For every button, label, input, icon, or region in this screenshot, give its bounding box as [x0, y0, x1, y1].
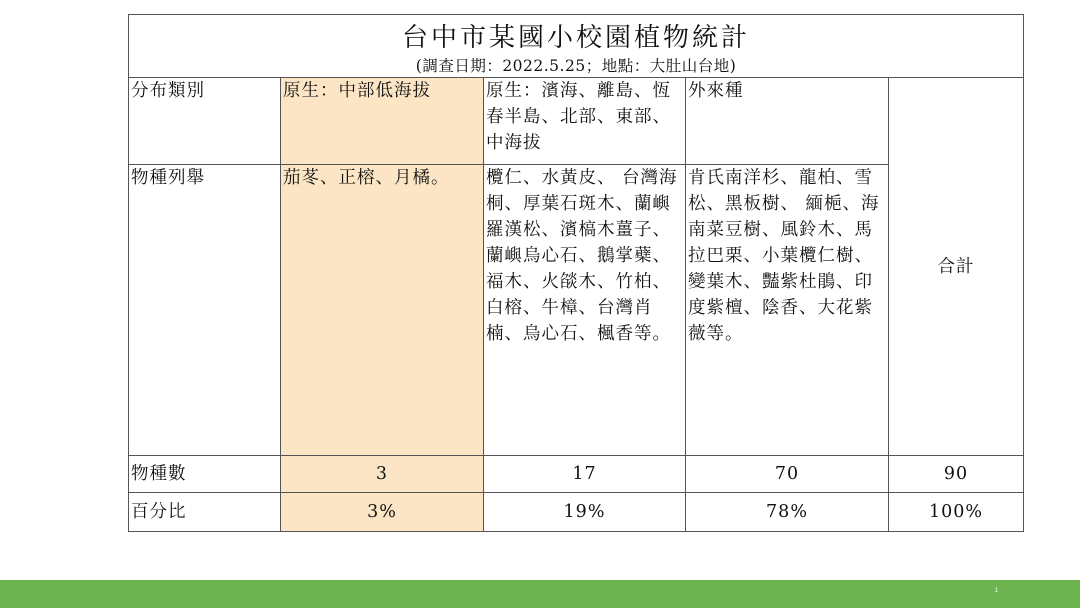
species-label: 物種列舉 [129, 165, 281, 456]
count-native-central: 3 [281, 456, 484, 493]
distribution-native-central: 原生：中部低海拔 [281, 78, 484, 165]
count-total: 90 [889, 456, 1024, 493]
table-subtitle: (調查日期：2022.5.25；地點：大肚山台地) [415, 57, 737, 75]
plant-statistics-table [128, 14, 1024, 532]
percent-exotic: 78% [686, 493, 889, 532]
percent-native-other: 19% [484, 493, 686, 532]
species-native-other: 欖仁、水黃皮、 台灣海桐、厚葉石斑木、蘭嶼羅漢松、濱槁木薑子、蘭嶼烏心石、鵝掌蘗、福木、火燄木、竹柏、白榕、牛樟、台灣肖楠、烏心石、楓香等。 [484, 165, 686, 456]
percent-label: 百分比 [129, 493, 281, 532]
plant-statistics-table-wrapper [128, 14, 1023, 532]
distribution-row [129, 78, 1024, 165]
footer-bar [0, 580, 1080, 608]
species-native-central: 茄苳、正榕、月橘。 [281, 165, 484, 456]
title-row [129, 15, 1024, 78]
distribution-exotic: 外來種 [686, 78, 889, 165]
count-exotic: 70 [686, 456, 889, 493]
page-number: 1 [994, 588, 998, 594]
percent-row [129, 493, 1024, 532]
count-native-other: 17 [484, 456, 686, 493]
percent-total: 100% [889, 493, 1024, 532]
total-label: 合計 [889, 78, 1024, 456]
table-title: 台中市某國小校園植物統計 [402, 23, 751, 53]
count-label: 物種數 [129, 456, 281, 493]
percent-native-central: 3% [281, 493, 484, 532]
distribution-native-other: 原生：濱海、離島、恆春半島、北部、東部、中海拔 [484, 78, 686, 165]
count-row [129, 456, 1024, 493]
species-exotic: 肯氏南洋杉、龍柏、雪松、黑板樹、 緬梔、海南菜豆樹、風鈴木、馬拉巴栗、小葉欖仁樹、變葉木、豔紫杜鵑、印度紫檀、陰香、大花紫薇等。 [686, 165, 889, 456]
title-cell [129, 15, 1024, 78]
distribution-label: 分布類別 [129, 78, 281, 165]
